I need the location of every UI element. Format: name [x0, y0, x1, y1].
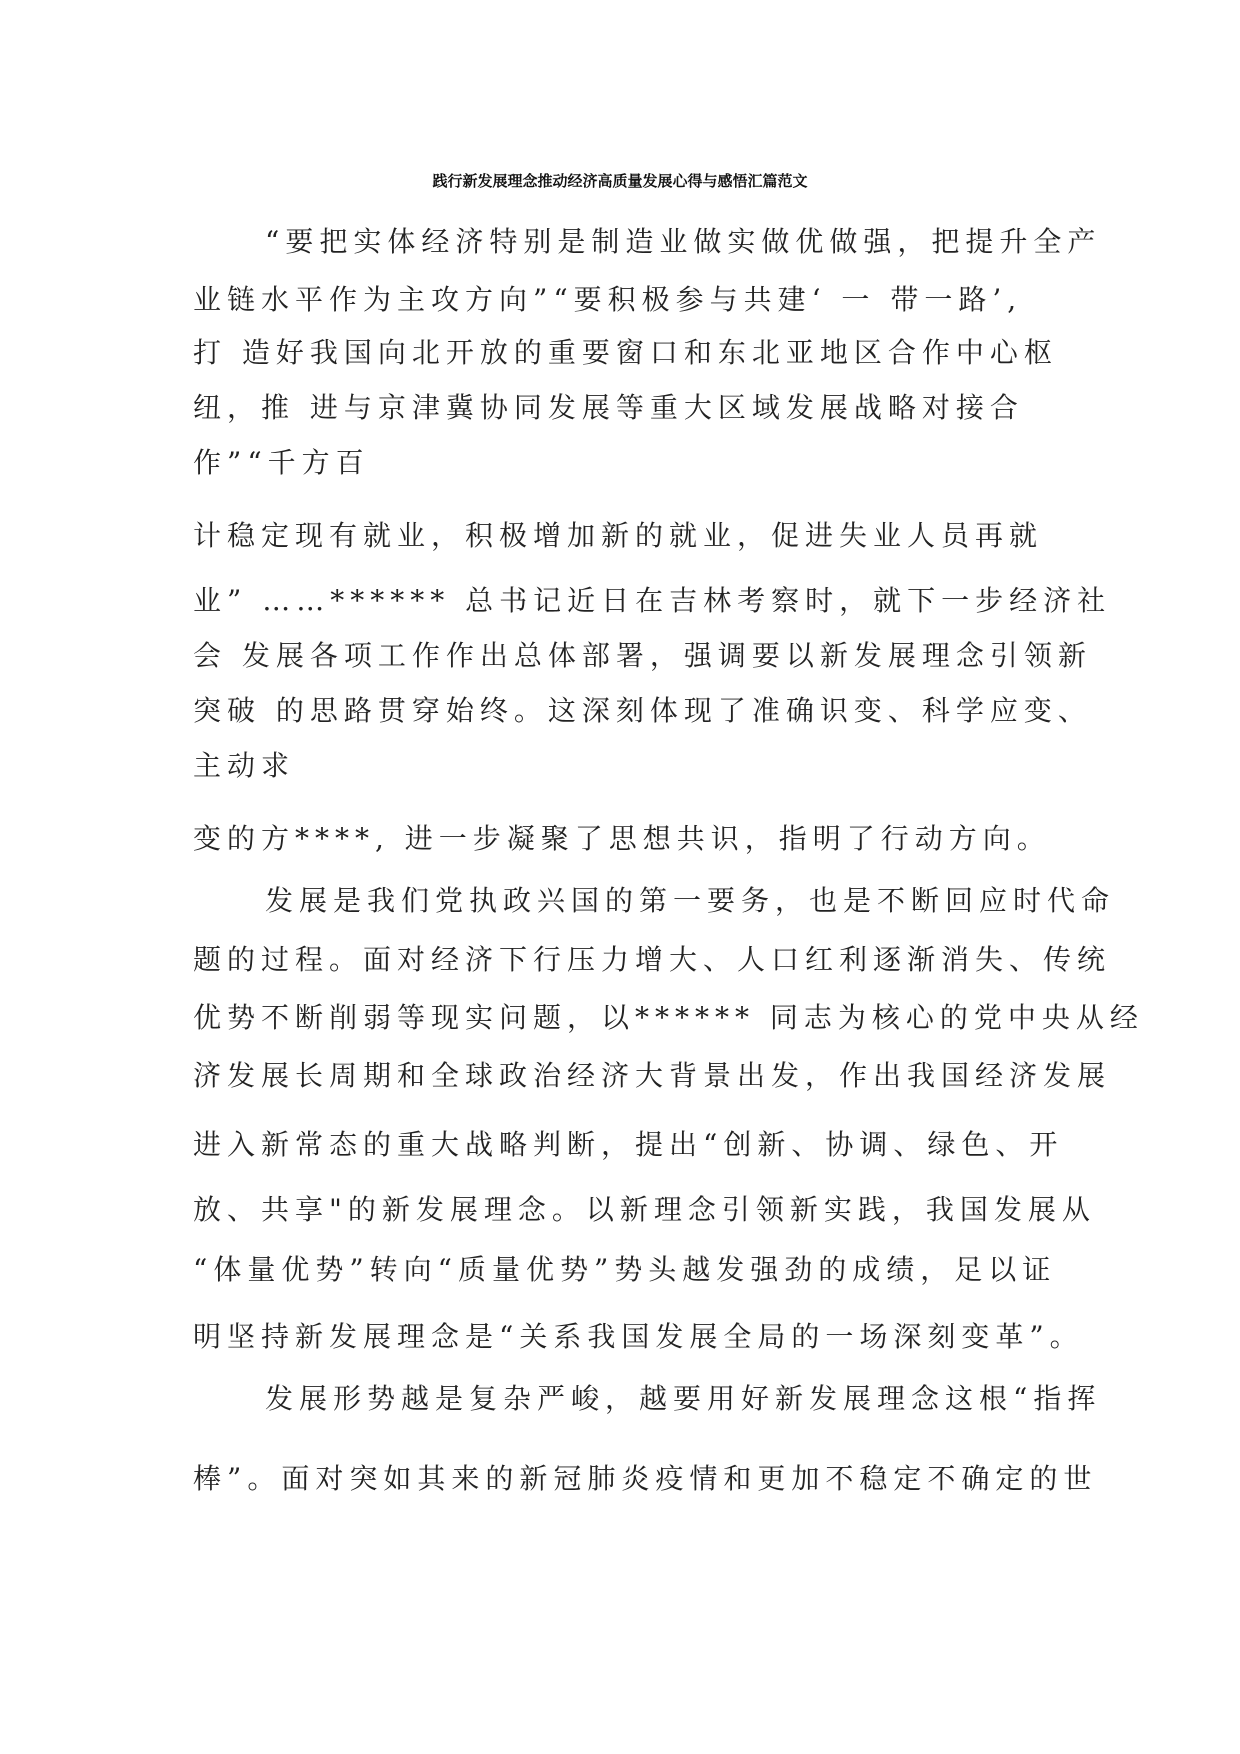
paragraph-line: 业” ……****** 总书记近日在吉林考察时，就下一步经济社: [193, 584, 1112, 617]
paragraph-line: 进入新常态的重大战略判断，提出“创新、协调、绿色、开: [193, 1128, 1064, 1161]
paragraph-line: 作”“千方百: [193, 446, 370, 479]
paragraph-line: 发展形势越是复杂严峻，越要用好新发展理念这根“指挥: [265, 1382, 1102, 1415]
paragraph-line: 优势不断削弱等现实问题，以****** 同志为核心的党中央从经: [193, 1001, 1144, 1034]
paragraph-line: 题的过程。面对经济下行压力增大、人口红利逐渐消失、传统: [193, 943, 1112, 976]
paragraph-line: 主动求: [193, 749, 296, 782]
paragraph-line: 放、共享"的新发展理念。以新理念引领新实践，我国发展从: [193, 1193, 1096, 1226]
paragraph-line: 业链水平作为主攻方向”“要积极参与共建‘ 一 带一路’,: [193, 283, 1023, 316]
paragraph-line: 计稳定现有就业，积极增加新的就业，促进失业人员再就: [193, 519, 1044, 552]
paragraph-line: 明坚持新发展理念是“关系我国发展全局的一场深刻变革”。: [193, 1320, 1084, 1353]
paragraph-line: 纽，推 进与京津冀协同发展等重大区域发展战略对接合: [193, 391, 1024, 424]
paragraph-line: 变的方****, 进一步凝聚了思想共识，指明了行动方向。: [193, 822, 1051, 855]
paragraph-line: 棒”。面对突如其来的新冠肺炎疫情和更加不稳定不确定的世: [193, 1462, 1098, 1495]
paragraph-line: 打 造好我国向北开放的重要窗口和东北亚地区合作中心枢: [193, 336, 1058, 369]
paragraph-line: “要把实体经济特别是制造业做实做优做强，把提升全产: [265, 225, 1102, 258]
paragraph-line: 发展是我们党执政兴国的第一要务，也是不断回应时代命: [265, 884, 1116, 917]
paragraph-line: 济发展长周期和全球政治经济大背景出发，作出我国经济发展: [193, 1059, 1112, 1092]
paragraph-line: 会 发展各项工作作出总体部署，强调要以新发展理念引领新: [193, 639, 1092, 672]
paragraph-line: 突破 的思路贯穿始终。这深刻体现了准确识变、科学应变、: [193, 694, 1092, 727]
paragraph-line: “体量优势”转向“质量优势”势头越发强劲的成绩，足以证: [193, 1253, 1057, 1286]
document-title: 践行新发展理念推动经济高质量发展心得与感悟汇篇范文: [432, 172, 808, 190]
